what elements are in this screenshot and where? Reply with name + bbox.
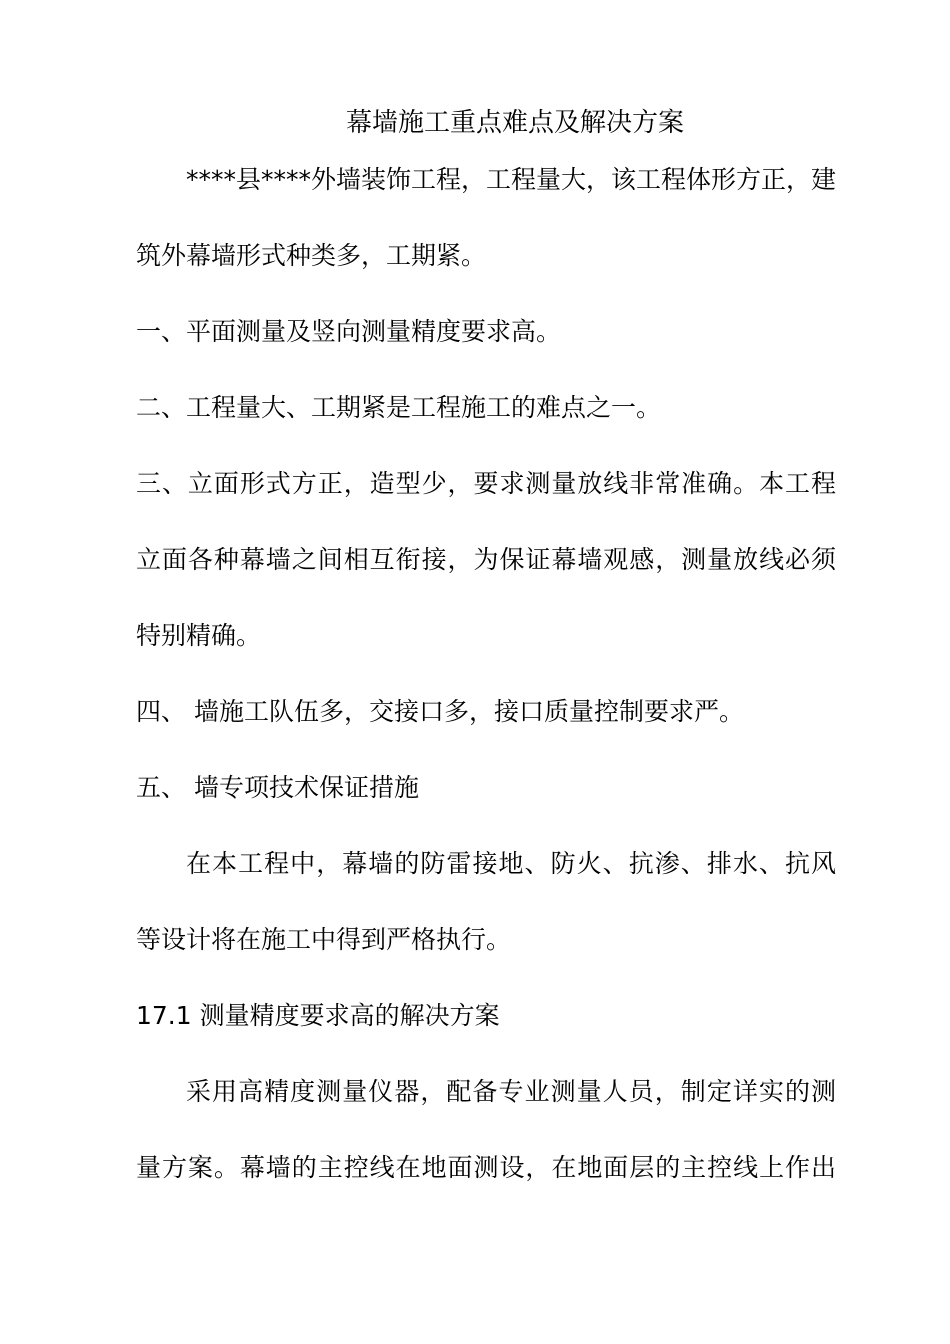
paragraph-line: 采用高精度测量仪器，配备专业测量人员，制定详实的测 [186, 1077, 836, 1106]
paragraph-line: 在本工程中，幕墙的防雷接地、防火、抗渗、排水、抗风 [186, 849, 836, 878]
paragraph-line: ****县****外墙装饰工程，工程量大，该工程体形方正，建 [186, 165, 837, 194]
paragraph-line: 量方案。幕墙的主控线在地面测设，在地面层的主控线上作出 [136, 1153, 836, 1182]
list-item-two: 二、工程量大、工期紧是工程施工的难点之一。 [136, 393, 662, 422]
list-item-four: 四、 墙施工队伍多，交接口多，接口质量控制要求严。 [136, 697, 744, 726]
document-title: 幕墙施工重点难点及解决方案 [345, 108, 684, 138]
section-heading: 17.1 测量精度要求高的解决方案 [136, 1001, 500, 1030]
paragraph-line: 筑外幕墙形式种类多，工期紧。 [136, 241, 487, 270]
list-item-one: 一、平面测量及竖向测量精度要求高。 [136, 317, 562, 346]
paragraph-line: 特别精确。 [136, 621, 262, 650]
paragraph-line: 立面各种幕墙之间相互衔接，为保证幕墙观感，测量放线必须 [136, 545, 836, 574]
paragraph-line: 等设计将在施工中得到严格执行。 [136, 925, 512, 954]
list-item-five: 五、 墙专项技术保证措施 [136, 773, 419, 802]
list-item-three: 三、立面形式方正，造型少，要求测量放线非常准确。本工程 [136, 469, 836, 498]
